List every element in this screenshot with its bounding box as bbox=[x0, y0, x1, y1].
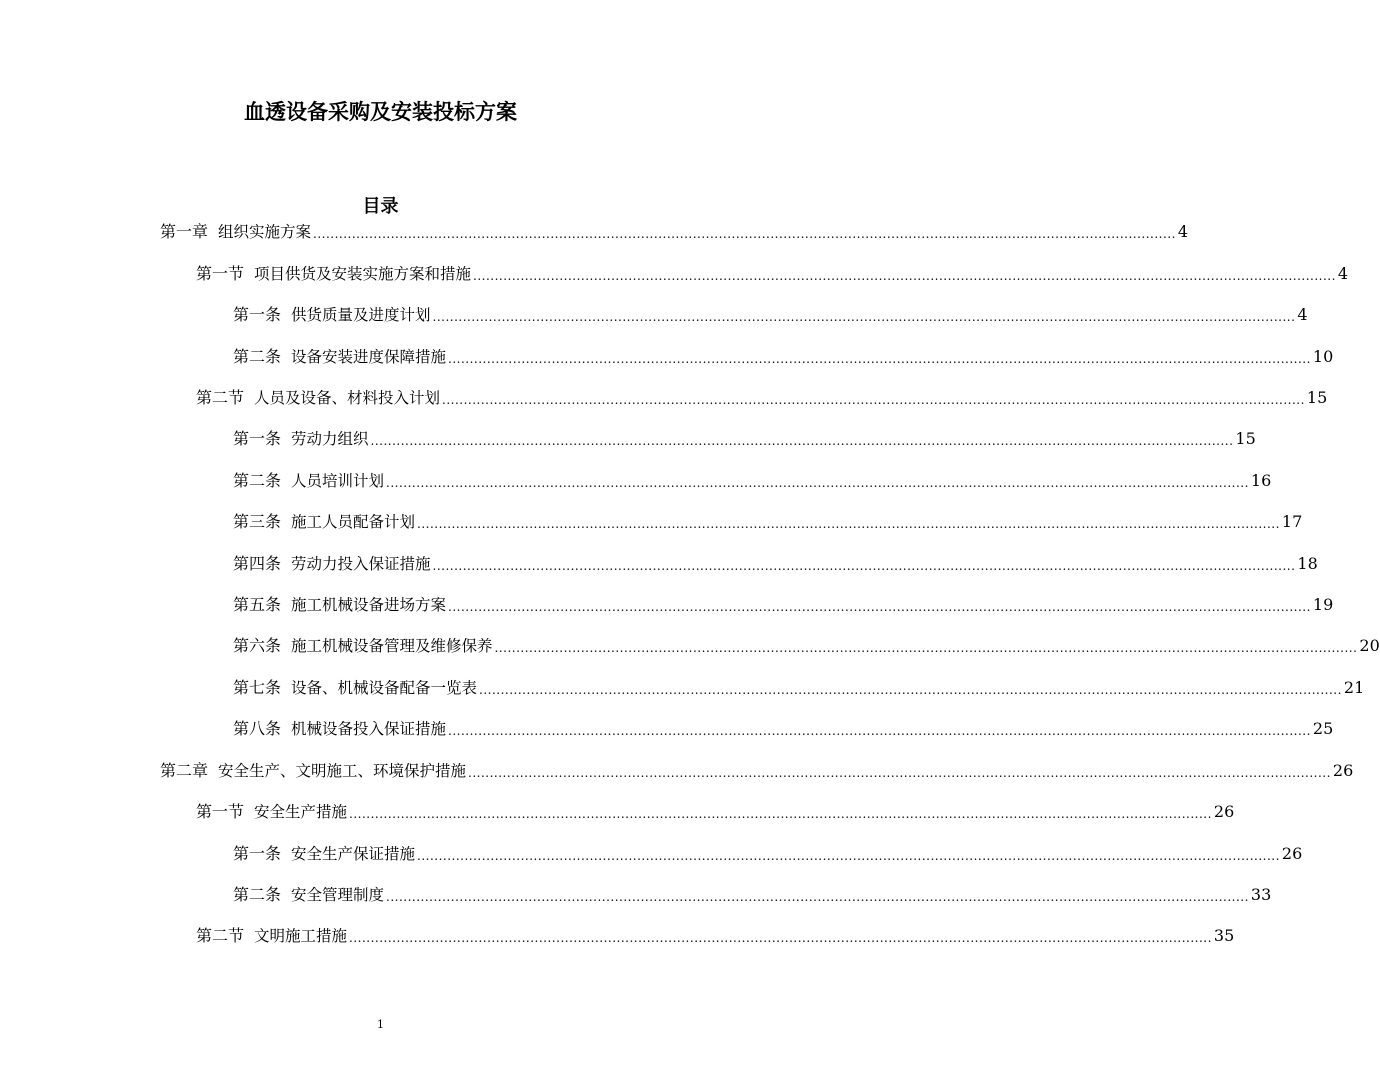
toc-entry-page: 15 bbox=[1306, 388, 1328, 407]
toc-entry-title: 劳动力投入保证措施 bbox=[291, 555, 431, 573]
toc-entry-title: 安全生产保证措施 bbox=[291, 845, 416, 863]
toc-entry-page: 21 bbox=[1343, 678, 1365, 697]
toc-entry-number: 第七条 bbox=[233, 678, 282, 697]
toc-entry-title: 施工机械设备进场方案 bbox=[291, 596, 447, 614]
toc-entry[interactable] bbox=[233, 843, 1303, 865]
toc-entry[interactable] bbox=[233, 346, 1334, 368]
toc-heading: 目录 bbox=[362, 196, 399, 217]
toc-entry-page: 4 bbox=[1337, 264, 1349, 283]
toc-entry-number: 第一条 bbox=[233, 429, 282, 448]
toc-entry[interactable] bbox=[233, 884, 1272, 906]
toc-entry[interactable] bbox=[196, 801, 1235, 823]
toc-leader: ........................................................................................................................................................................................................ bbox=[313, 227, 1176, 241]
toc-entry-number: 第二条 bbox=[233, 347, 282, 366]
toc-entry-page: 4 bbox=[1297, 305, 1308, 324]
toc-entry[interactable] bbox=[233, 718, 1334, 740]
toc-entry-number: 第三条 bbox=[233, 512, 282, 531]
toc-entry-page: 33 bbox=[1250, 885, 1272, 904]
toc-entry-page: 17 bbox=[1281, 512, 1303, 531]
toc-leader: ........................................................................................................................................................................................................ bbox=[448, 352, 1311, 366]
toc-leader: ........................................................................................................................................................................................................ bbox=[494, 641, 1358, 655]
toc-entry[interactable] bbox=[233, 594, 1334, 616]
toc-entry[interactable] bbox=[233, 553, 1318, 575]
toc-entry-page: 18 bbox=[1297, 554, 1318, 573]
toc-entry-page: 10 bbox=[1312, 347, 1334, 366]
toc-entry-number: 第一节 bbox=[196, 802, 245, 821]
toc-entry-title: 供货质量及进度计划 bbox=[291, 306, 431, 324]
toc-entry-title: 安全生产措施 bbox=[254, 803, 348, 821]
toc-leader: ........................................................................................................................................................................................................ bbox=[468, 766, 1331, 780]
toc-entry-page: 15 bbox=[1235, 429, 1256, 448]
toc-entry-number: 第五条 bbox=[233, 595, 282, 614]
document-title: 血透设备采购及安装投标方案 bbox=[244, 100, 517, 124]
toc-entry[interactable] bbox=[160, 221, 1189, 243]
toc-leader: ........................................................................................................................................................................................................ bbox=[349, 931, 1212, 945]
toc-entry[interactable] bbox=[196, 263, 1349, 285]
toc-entry-page: 35 bbox=[1213, 926, 1235, 945]
toc-leader: ........................................................................................................................................................................................................ bbox=[432, 310, 1296, 324]
toc-leader: ........................................................................................................................................................................................................ bbox=[473, 269, 1336, 283]
toc-entry-page: 25 bbox=[1312, 719, 1334, 738]
toc-entry-page: 26 bbox=[1332, 761, 1354, 780]
toc-leader: ........................................................................................................................................................................................................ bbox=[432, 559, 1296, 573]
toc-entry[interactable] bbox=[160, 760, 1354, 782]
toc-entry[interactable] bbox=[196, 387, 1328, 409]
toc-leader: ........................................................................................................................................................................................................ bbox=[417, 517, 1280, 531]
toc-entry[interactable] bbox=[233, 428, 1256, 450]
toc-entry[interactable] bbox=[233, 677, 1365, 699]
toc-leader: ........................................................................................................................................................................................................ bbox=[386, 890, 1249, 904]
toc-entry-page: 26 bbox=[1213, 802, 1235, 821]
toc-entry-number: 第二条 bbox=[233, 471, 282, 490]
toc-entry-title: 人员及设备、材料投入计划 bbox=[254, 389, 441, 407]
toc-entry[interactable] bbox=[196, 925, 1235, 947]
toc-entry-number: 第一条 bbox=[233, 305, 282, 324]
toc-entry[interactable] bbox=[233, 511, 1303, 533]
toc-entry-number: 第四条 bbox=[233, 554, 282, 573]
toc-entry-number: 第八条 bbox=[233, 719, 282, 738]
toc-entry-title: 安全管理制度 bbox=[291, 886, 385, 904]
toc-entry-title: 机械设备投入保证措施 bbox=[291, 720, 447, 738]
toc-entry-title: 设备安装进度保障措施 bbox=[291, 348, 447, 366]
page-number: 1 bbox=[377, 1018, 384, 1031]
toc-entry-page: 4 bbox=[1177, 222, 1189, 241]
toc-entry-number: 第一条 bbox=[233, 844, 282, 863]
toc-entry-number: 第一节 bbox=[196, 264, 245, 283]
toc-entry-title: 设备、机械设备配备一览表 bbox=[291, 679, 478, 697]
toc-entry-title: 安全生产、文明施工、环境保护措施 bbox=[218, 762, 467, 780]
toc-entry-page: 16 bbox=[1250, 471, 1272, 490]
toc-leader: ........................................................................................................................................................................................................ bbox=[448, 600, 1311, 614]
toc-entry-title: 劳动力组织 bbox=[291, 430, 369, 448]
toc-entry-number: 第六条 bbox=[233, 636, 282, 655]
toc-entry-number: 第二节 bbox=[196, 388, 245, 407]
toc-entry-title: 施工机械设备管理及维修保养 bbox=[291, 637, 493, 655]
toc-leader: ........................................................................................................................................................................................................ bbox=[349, 807, 1212, 821]
toc-entry-number: 第二章 bbox=[160, 761, 209, 780]
toc-entry-number: 第二节 bbox=[196, 926, 245, 945]
toc-leader: ........................................................................................................................................................................................................ bbox=[479, 683, 1342, 697]
toc-leader: ........................................................................................................................................................................................................ bbox=[417, 849, 1280, 863]
toc-entry-title: 组织实施方案 bbox=[218, 223, 312, 241]
toc-leader: ........................................................................................................................................................................................................ bbox=[386, 476, 1249, 490]
toc-entry-page: 20 bbox=[1359, 636, 1380, 655]
toc-entry-title: 施工人员配备计划 bbox=[291, 513, 416, 531]
toc-leader: ........................................................................................................................................................................................................ bbox=[448, 724, 1311, 738]
toc-entry[interactable] bbox=[233, 635, 1380, 657]
toc-leader: ........................................................................................................................................................................................................ bbox=[442, 393, 1305, 407]
toc-entry-page: 19 bbox=[1312, 595, 1334, 614]
toc-leader: ........................................................................................................................................................................................................ bbox=[370, 434, 1234, 448]
toc-entry-title: 文明施工措施 bbox=[254, 927, 348, 945]
toc-entry-number: 第二条 bbox=[233, 885, 282, 904]
toc-entry-number: 第一章 bbox=[160, 222, 209, 241]
toc-entry-title: 项目供货及安装实施方案和措施 bbox=[254, 265, 472, 283]
toc-entry-title: 人员培训计划 bbox=[291, 472, 385, 490]
toc-entry[interactable] bbox=[233, 470, 1272, 492]
toc-entry[interactable] bbox=[233, 304, 1308, 326]
toc-entry-page: 26 bbox=[1281, 844, 1303, 863]
